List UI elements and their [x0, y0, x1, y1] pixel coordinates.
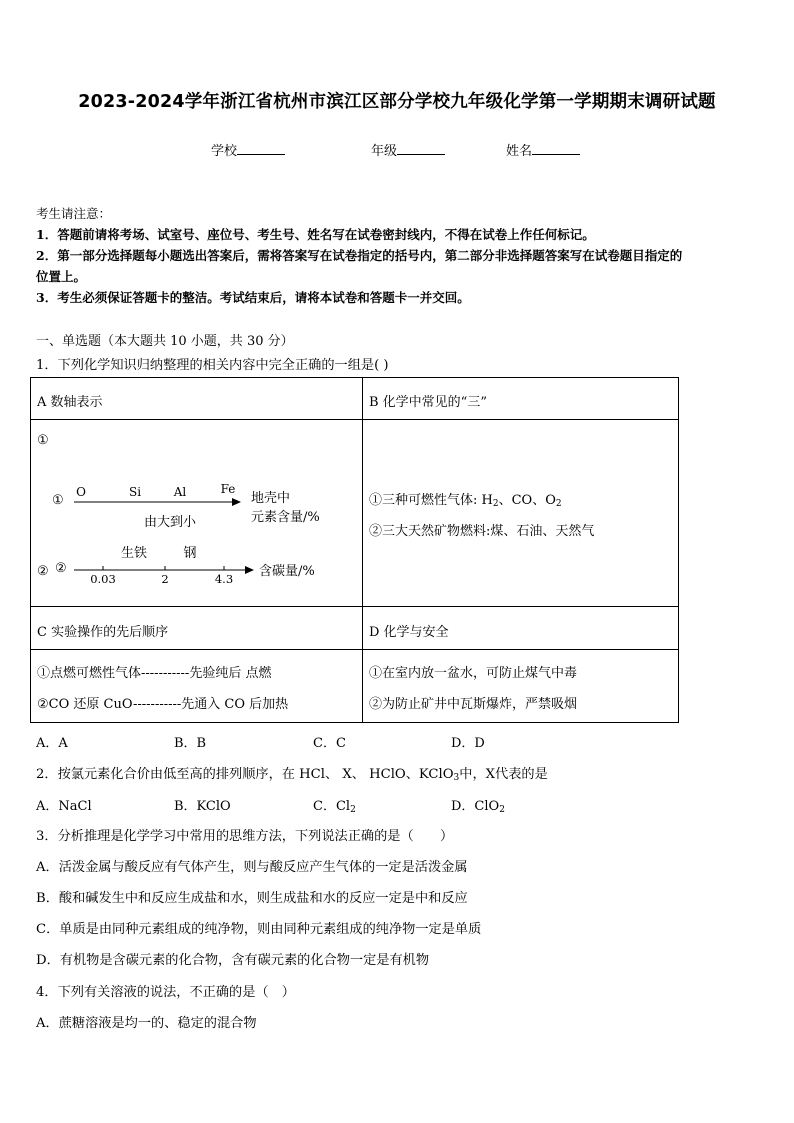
q4-option-a: A．蔗糖溶液是均一的、稳定的混合物	[36, 1016, 257, 1031]
notice-item: 位置上。	[36, 269, 87, 284]
b-line1-text: 、CO、O	[498, 493, 556, 508]
table-rule	[30, 649, 679, 650]
element-label: Si	[128, 485, 142, 499]
axis-caption: 元素含量/%	[251, 510, 320, 525]
q2-option-b: B．KClO	[174, 799, 231, 814]
school-label: 学校	[211, 144, 238, 159]
q3-option-c: C．单质是由同种元素组成的纯净物，则由同种元素组成的纯净物一定是单质	[36, 922, 482, 937]
subscript: 2	[492, 499, 499, 509]
table-border	[678, 377, 679, 723]
q2-option-d	[451, 795, 505, 814]
table-border	[30, 722, 679, 723]
subscript: 2	[555, 499, 562, 509]
notice-heading: 考生请注意：	[36, 206, 112, 221]
notice-item: 2．第一部分选择题每小题选出答案后，需将答案写在试卷指定的括号内，第二部分非选择题答案写在试卷题目指定的	[36, 248, 683, 263]
element-label: Fe	[220, 482, 236, 496]
q2-stem-text: 2．按氯元素化合价由低至高的排列顺序，在 HCl、 X、 HClO、KClO	[36, 767, 454, 782]
name-label: 姓名	[506, 144, 533, 159]
q2-stem-text: 中，X代表的是	[459, 767, 548, 782]
circle-label: ②	[37, 564, 49, 579]
notice-item: 1．答题前请将考场、试室号、座位号、考生号、姓名写在试卷密封线内，不得在试卷上作任何标记。	[36, 227, 595, 242]
element-label: O	[76, 485, 86, 499]
table-border	[30, 377, 679, 378]
question-2-stem	[36, 763, 548, 782]
school-field	[211, 140, 285, 159]
cell-c-heading: C 实验操作的先后顺序	[37, 625, 169, 640]
option-text: D．ClO	[451, 799, 500, 814]
arrow-head	[232, 498, 241, 506]
q3-option-d: D．有机物是含碳元素的化合物，含有碳元素的化合物一定是有机物	[36, 953, 430, 968]
circle-label: ②	[55, 561, 67, 576]
subscript: 3	[453, 773, 460, 783]
cell-c-line2: ②CO 还原 CuO-----------先通入 CO 后加热	[37, 697, 289, 712]
section-heading: 一、单选题（本大题共 10 小题，共 30 分）	[36, 334, 294, 349]
name-field	[506, 140, 580, 159]
number-line-svg	[30, 420, 363, 607]
subscript: 2	[499, 805, 505, 815]
arrow-head	[245, 566, 254, 574]
b-line1-text: ①三种可燃性气体: H	[369, 493, 493, 508]
tick-label: 2	[161, 572, 169, 586]
q2-option-c	[313, 795, 356, 814]
grade-field	[371, 140, 445, 159]
q1-option-c: C．C	[313, 736, 346, 751]
cell-b-heading: B 化学中常见的“三”	[369, 395, 487, 410]
grade-blank	[397, 141, 445, 155]
page-title: 2023-2024学年浙江省杭州市滨江区部分学校九年级化学第一学期期末调研试题	[78, 92, 716, 112]
q1-option-d: D．D	[451, 736, 485, 751]
element-label: Al	[173, 485, 187, 499]
axis-caption: 含碳量/%	[259, 564, 315, 579]
cell-d-line1: ①在室内放一盆水，可防止煤气中毒	[369, 666, 578, 681]
question-4-stem: 4．下列有关溶液的说法，不正确的是（ ）	[36, 985, 295, 1000]
name-blank	[532, 141, 580, 155]
question-1-stem: 1．下列化学知识归纳整理的相关内容中完全正确的一组是( )	[36, 358, 389, 373]
q2-option-a: A．NaCl	[36, 799, 92, 814]
notice-item: 3．考生必须保证答题卡的整洁。考试结束后，请将本试卷和答题卡一并交回。	[36, 290, 470, 305]
school-blank	[237, 141, 285, 155]
grade-label: 年级	[371, 144, 398, 159]
cell-c-line1: ①点燃可燃性气体-----------先验纯后 点燃	[37, 666, 272, 681]
q3-option-b: B．酸和碱发生中和反应生成盐和水，则生成盐和水的反应一定是中和反应	[36, 891, 468, 906]
cell-d-heading: D 化学与安全	[369, 625, 449, 640]
cell-b-line1	[369, 489, 562, 508]
axis-caption: 地壳中	[251, 491, 291, 506]
q1-option-a: A．A	[36, 736, 68, 751]
cell-d-line2: ②为防止矿井中瓦斯爆炸，严禁吸烟	[369, 697, 578, 712]
tick-label: 0.03	[90, 572, 116, 586]
region-label: 钢	[183, 546, 197, 561]
option-text: C．Cl	[313, 799, 351, 814]
subscript: 2	[350, 805, 356, 815]
q3-option-a: A．活泼金属与酸反应有气体产生，则与酸反应产生气体的一定是活泼金属	[36, 860, 468, 875]
number-line-diagram	[30, 420, 363, 607]
circle-label: ①	[52, 493, 64, 508]
cell-b-line2: ②三大天然矿物燃料:煤、石油、天然气	[369, 524, 595, 539]
region-label: 生铁	[120, 546, 148, 561]
tick-label: 4.3	[214, 572, 234, 586]
circle-label: ①	[37, 433, 49, 448]
axis-caption: 由大到小	[144, 515, 197, 530]
q1-option-b: B．B	[174, 736, 207, 751]
question-3-stem: 3．分析推理是化学学习中常用的思维方法，下列说法正确的是（ ）	[36, 829, 454, 844]
cell-a-heading: A 数轴表示	[37, 395, 103, 410]
